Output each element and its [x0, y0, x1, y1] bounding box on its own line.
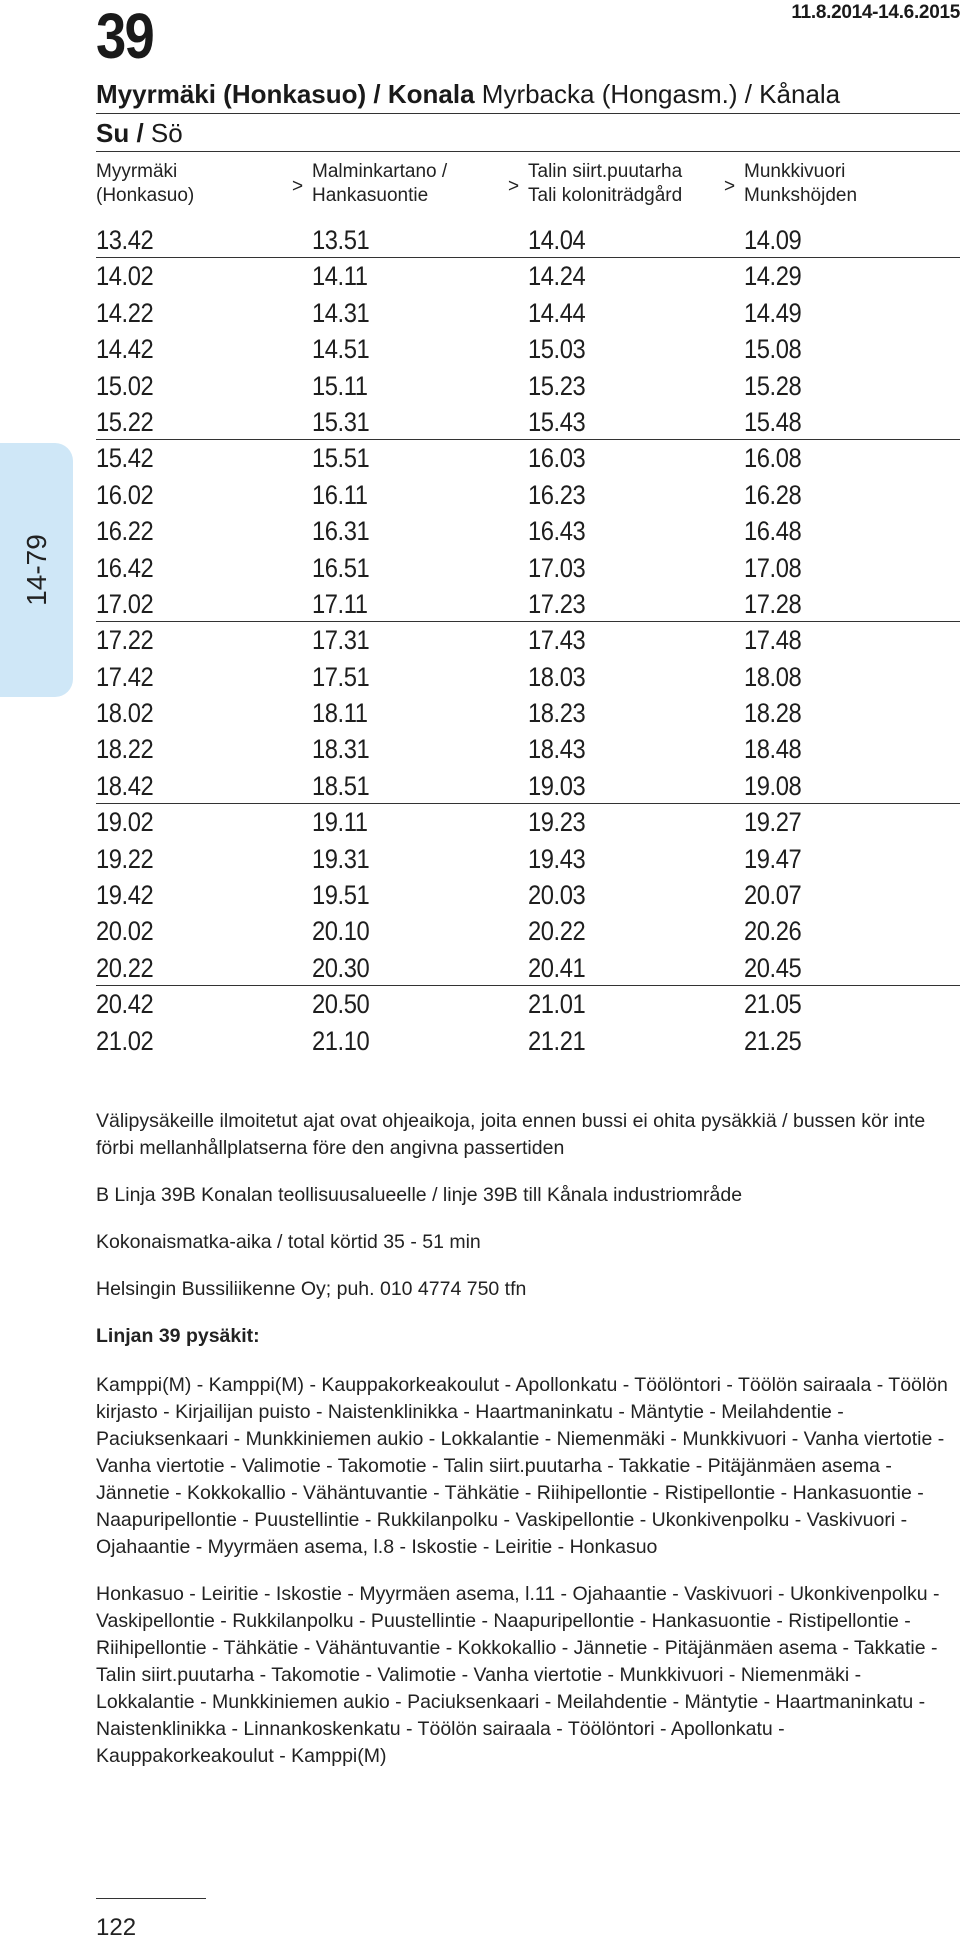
timetable-row [96, 513, 960, 549]
departure-time: 17.03 [528, 552, 586, 583]
departure-time: 20.03 [528, 880, 586, 911]
stop-header-name: Munkkivuori [744, 161, 846, 182]
timetable-row [96, 768, 960, 804]
stop-header-name: Talin siirt.puutarha [528, 161, 683, 182]
day-label-swedish: Sö [150, 118, 183, 148]
departure-time: 15.08 [744, 334, 802, 365]
departure-time: 18.28 [744, 698, 802, 729]
departure-time: 15.03 [528, 334, 586, 365]
departure-time: 15.22 [96, 406, 154, 437]
departure-time: 17.48 [744, 625, 802, 656]
departure-time: 13.42 [96, 225, 154, 255]
departure-time: 21.10 [312, 1025, 370, 1056]
stop-header-3 [528, 160, 682, 208]
route-number: 39 [96, 0, 154, 72]
departure-time: 18.51 [312, 770, 370, 801]
timetable [96, 222, 960, 1059]
stop-header-name-sub: Munkshöjden [744, 185, 858, 206]
stop-header-name-sub: Hankasuontie [312, 185, 429, 206]
departure-time: 15.51 [312, 443, 370, 474]
departure-time: 16.08 [744, 443, 802, 474]
departure-time: 18.08 [744, 661, 802, 692]
timetable-row [96, 622, 960, 658]
departure-time: 14.51 [312, 334, 370, 365]
departure-time: 16.48 [744, 516, 802, 547]
departure-time: 21.01 [528, 989, 586, 1020]
timetable-row [96, 586, 960, 622]
timetable-row [96, 440, 960, 476]
departure-time: 16.31 [312, 516, 370, 547]
departure-time: 15.11 [312, 370, 368, 401]
timetable-row [96, 913, 960, 949]
timetable-row [96, 404, 960, 440]
page-number: 122 [96, 1914, 137, 1941]
timetable-row [96, 659, 960, 695]
departure-time: 14.11 [312, 261, 368, 292]
timetable-row [96, 731, 960, 767]
departure-time: 14.29 [744, 261, 802, 292]
departure-time: 20.50 [312, 989, 370, 1020]
timetable-row [96, 1023, 960, 1059]
section-tab-label: 14-79 [20, 534, 52, 606]
timetable-row [96, 550, 960, 586]
departure-time: 14.49 [744, 297, 802, 328]
stop-header-1 [96, 160, 194, 208]
departure-time: 18.11 [312, 698, 368, 729]
departure-time: 15.31 [312, 406, 370, 437]
departure-time: 20.10 [312, 916, 370, 947]
stop-header-name: Myyrmäki [96, 161, 178, 182]
variant-text: B Linja 39B Konalan teollisuusalueelle / linje 39B till Kånala industriområde [96, 1184, 743, 1206]
timetable-row [96, 695, 960, 731]
timetable-row [96, 986, 960, 1022]
arrow-icon: > [724, 176, 736, 197]
timetable-row [96, 950, 960, 986]
section-tab [0, 443, 73, 697]
departure-time: 16.51 [312, 552, 370, 583]
departure-time: 21.25 [744, 1025, 802, 1056]
departure-time: 15.02 [96, 370, 154, 401]
duration-text: Kokonaismatka-aika / total körtid 35 - 51 min [96, 1231, 481, 1253]
departure-time: 14.42 [96, 334, 154, 365]
departure-time: 14.02 [96, 261, 154, 292]
timetable-row [96, 841, 960, 877]
route-title [96, 78, 960, 114]
stop-header-4 [744, 160, 857, 208]
day-label [96, 116, 960, 152]
stop-header-name: Malminkartano / [312, 161, 448, 182]
departure-time: 20.22 [528, 916, 586, 947]
departure-time: 20.42 [96, 989, 154, 1020]
stop-header-name-sub: (Honkasuo) [96, 185, 195, 206]
timetable-row [96, 477, 960, 513]
departure-time: 17.43 [528, 625, 586, 656]
arrow-icon: > [292, 176, 304, 197]
timetable-row [96, 877, 960, 913]
departure-time: 17.42 [96, 661, 154, 692]
departure-time: 17.11 [312, 588, 368, 619]
departure-time: 16.22 [96, 516, 154, 547]
departure-time: 19.08 [744, 770, 802, 801]
departure-time: 19.03 [528, 770, 586, 801]
departure-time: 16.11 [312, 479, 368, 510]
day-label-finnish: Su / [96, 118, 144, 148]
departure-time: 14.44 [528, 297, 586, 328]
timetable-row [96, 222, 960, 258]
timetable-row [96, 258, 960, 294]
departure-time: 17.23 [528, 588, 586, 619]
departure-time: 13.51 [312, 225, 370, 255]
departure-time: 19.42 [96, 880, 154, 911]
departure-time: 14.04 [528, 225, 586, 255]
departure-time: 20.45 [744, 952, 802, 983]
departure-time: 14.31 [312, 297, 370, 328]
departure-time: 20.41 [528, 952, 586, 983]
disclaimer-text: Välipysäkeille ilmoitetut ajat ovat ohjeaikoja, joita ennen bussi ei ohita pysäkkiä / bussen kör inte förbi mellanhållplatserna före den angivna passertiden [96, 1110, 926, 1159]
departure-time: 16.43 [528, 516, 586, 547]
departure-time: 19.43 [528, 843, 586, 874]
route-title-swedish: Myrbacka (Hongasm.) / Kånala [481, 79, 841, 109]
departure-time: 20.30 [312, 952, 370, 983]
departure-time: 21.02 [96, 1025, 154, 1056]
departure-time: 16.28 [744, 479, 802, 510]
departure-time: 14.22 [96, 297, 154, 328]
departure-time: 19.22 [96, 843, 154, 874]
departure-time: 20.07 [744, 880, 802, 911]
departure-time: 18.48 [744, 734, 802, 765]
departure-time: 20.26 [744, 916, 802, 947]
arrow-icon: > [508, 176, 520, 197]
departure-time: 17.22 [96, 625, 154, 656]
departure-time: 21.05 [744, 989, 802, 1020]
departure-time: 16.23 [528, 479, 586, 510]
departure-time: 18.31 [312, 734, 370, 765]
operator-text: Helsingin Bussiliikenne Oy; puh. 010 4774 750 tfn [96, 1278, 527, 1300]
stops-outbound-text: Kamppi(M) - Kamppi(M) - Kauppakorkeakoulut - Apollonkatu - Töölöntori - Töölön sairaala - Töölön kirjasto - Kirjailijan puisto - Naistenklinikka - Haartmaninkatu - Mäntytie - Meilahdentie - Paciuksenkaari - Munkkiniemen aukio - Lokkalantie - Niemenmäki - Munkkivuori - Vanha viertotie - Vanha viertotie - Valimotie - Takomotie - Talin siirt.puutarha - Takkatie - Pitäjänmäen asema - Jännetie - Kokkokallio - Vähäntuvantie - Tähkätie - Riihipellontie - Ristipellontie - Hankasuontie - Naapuripellontie - Puustellintie - Rukkilanpolku - Vaskipellontie - Ukonkivenpolku - Vaskivuori - Ojahaantie - Myyrmäen asema, l.8 - Iskostie - Leiritie - Honkasuo [96, 1374, 948, 1558]
departure-time: 15.23 [528, 370, 586, 401]
stops-heading: Linjan 39 pysäkit: [96, 1325, 260, 1347]
departure-time: 19.02 [96, 807, 154, 838]
departure-time: 18.42 [96, 770, 154, 801]
departure-time: 21.21 [528, 1025, 586, 1056]
route-notes [96, 1108, 956, 1790]
departure-time: 16.42 [96, 552, 154, 583]
departure-time: 17.31 [312, 625, 370, 656]
departure-time: 14.24 [528, 261, 586, 292]
timetable-row [96, 331, 960, 367]
timetable-row [96, 804, 960, 840]
departure-time: 18.02 [96, 698, 154, 729]
departure-time: 19.23 [528, 807, 586, 838]
date-range: 11.8.2014-14.6.2015 [791, 2, 960, 23]
departure-time: 19.51 [312, 880, 370, 911]
stop-header-2 [312, 160, 447, 208]
departure-time: 18.03 [528, 661, 586, 692]
departure-time: 17.02 [96, 588, 154, 619]
timetable-row [96, 368, 960, 404]
departure-time: 16.02 [96, 479, 154, 510]
departure-time: 15.48 [744, 406, 802, 437]
departure-time: 20.02 [96, 916, 154, 947]
footer-divider [96, 1898, 206, 1899]
departure-time: 20.22 [96, 952, 154, 983]
departure-time: 18.22 [96, 734, 154, 765]
route-title-finnish: Myyrmäki (Honkasuo) / Konala [96, 79, 475, 109]
departure-time: 19.11 [312, 807, 368, 838]
timetable-row [96, 295, 960, 331]
departure-time: 19.27 [744, 807, 802, 838]
departure-time: 17.51 [312, 661, 370, 692]
departure-time: 18.23 [528, 698, 586, 729]
departure-time: 16.03 [528, 443, 586, 474]
stops-inbound-text: Honkasuo - Leiritie - Iskostie - Myyrmäen asema, l.11 - Ojahaantie - Vaskivuori - Ukonkivenpolku - Vaskipellontie - Rukkilanpolku - Puustellintie - Naapuripellontie - Hankasuontie - Ristipellontie - Riihipellontie - Tähkätie - Vähäntuvantie - Kokkokallio - Jännetie - Pitäjänmäen asema - Takkatie - Talin siirt.puutarha - Takomotie - Valimotie - Vanha viertotie - Munkkivuori - Niemenmäki - Lokkalantie - Munkkiniemen aukio - Paciuksenkaari - Meilahdentie - Mäntytie - Haartmaninkatu - Naistenklinikka - Linnankoskenkatu - Töölön sairaala - Töölöntori - Apollonkatu - Kauppakorkeakoulut - Kamppi(M) [96, 1583, 940, 1767]
stop-header-name-sub: Tali koloniträdgård [528, 185, 683, 206]
departure-time: 14.09 [744, 225, 802, 255]
departure-time: 19.47 [744, 843, 802, 874]
departure-time: 17.08 [744, 552, 802, 583]
departure-time: 15.43 [528, 406, 586, 437]
departure-time: 18.43 [528, 734, 586, 765]
departure-time: 19.31 [312, 843, 370, 874]
departure-time: 17.28 [744, 588, 802, 619]
departure-time: 15.28 [744, 370, 802, 401]
departure-time: 15.42 [96, 443, 154, 474]
